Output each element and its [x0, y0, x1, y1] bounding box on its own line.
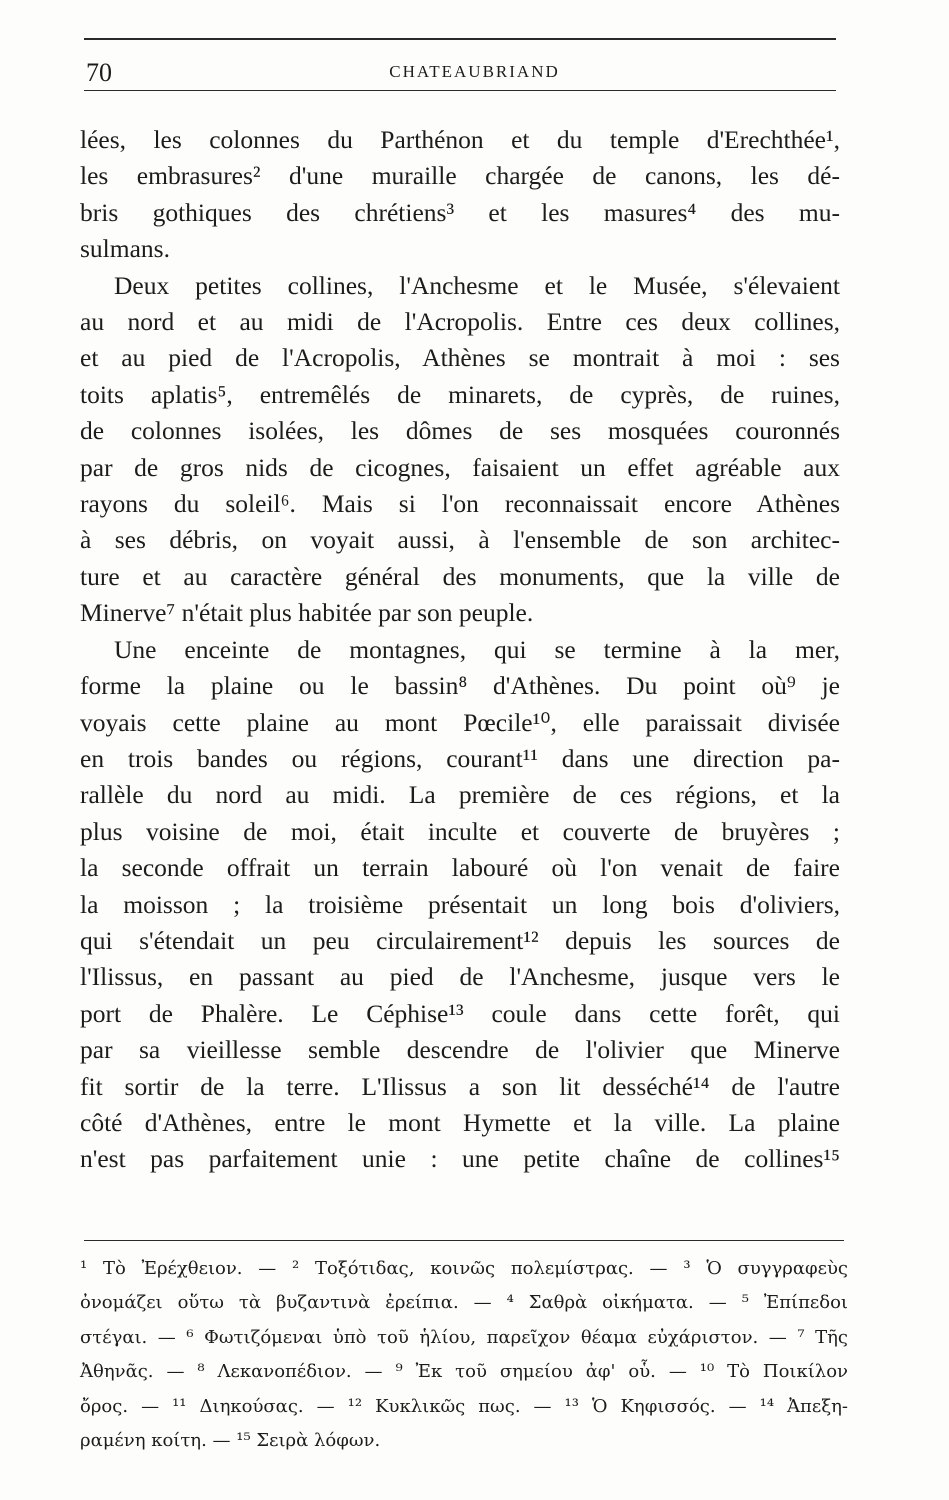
page-number: 70	[86, 58, 112, 87]
text-line: plus voisine de moi, était inculte et couverte de bruyères ;	[80, 816, 840, 846]
text-line: ture et au caractère général des monuments, que la ville de	[80, 561, 840, 591]
text-line: par sa vieillesse semble descendre de l'olivier que Minerve	[80, 1035, 840, 1065]
footnote-line: στέγαι. — ⁶ Φωτιζόμεναι ὑπὸ τοῦ ἡλίου, παρεῖχον θέαμα εὐχάριστον. — ⁷ Τῆς	[80, 1326, 848, 1348]
footnotes	[80, 1252, 848, 1458]
text-line: côté d'Athènes, entre le mont Hymette et la ville. La plaine	[80, 1107, 840, 1137]
text-line: n'est pas parfaitement unie : une petite chaîne de collines¹⁵	[80, 1144, 840, 1174]
text-line: rayons du soleil⁶. Mais si l'on reconnaissait encore Athènes	[80, 489, 840, 519]
footnote-line: Ἀθηνᾶς. — ⁸ Λεκανοπέδιον. — ⁹ Ἐκ τοῦ σημείου ἀφ' οὗ. — ¹⁰ Τὸ Ποικίλον	[80, 1361, 848, 1383]
text-line: les embrasures² d'une muraille chargée de canons, les dé-	[80, 161, 840, 191]
text-line: et au pied de l'Acropolis, Athènes se montrait à moi : ses	[80, 343, 840, 373]
text-line: l'Ilissus, en passant au pied de l'Anchesme, jusque vers le	[80, 962, 840, 992]
text-line: bris gothiques des chrétiens³ et les masures⁴ des mu-	[80, 197, 840, 227]
text-line: forme la plaine ou le bassin⁸ d'Athènes. Du point où⁹ je	[80, 671, 840, 701]
main-text	[80, 122, 840, 1178]
footnotes-rule	[84, 1240, 844, 1241]
text-line: sulmans.	[80, 234, 170, 264]
text-line: toits aplatis⁵, entremêlés de minarets, de cyprès, de ruines,	[80, 379, 840, 409]
header-top-rule	[84, 38, 836, 40]
text-line: rallèle du nord au midi. La première de ces régions, et la	[80, 780, 840, 810]
text-line: en trois bandes ou régions, courant¹¹ dans une direction pa-	[80, 743, 840, 773]
footnote-line: ¹ Τὸ Ἐρέχθειον. — ² Τοξότιδας, κοινῶς πολεμίστρας. — ³ Ὁ συγγραφεὺς	[80, 1258, 848, 1279]
header-bottom-rule	[84, 90, 836, 91]
text-line: lées, les colonnes du Parthénon et du temple d'Erechthée¹,	[80, 125, 840, 154]
footnote-line: ὀνομάζει οὕτω τὰ βυζαντινὰ ἐρείπια. — ⁴ Σαθρὰ οἰκήματα. — ⁵ Ἐπίπεδοι	[80, 1292, 848, 1314]
text-line: Deux petites collines, l'Anchesme et le Musée, s'élevaient	[114, 270, 840, 300]
text-line: voyais cette plaine au mont Pœcile¹⁰, elle paraissait divisée	[80, 707, 840, 737]
text-line: la seconde offrait un terrain labouré où l'on venait de faire	[80, 853, 840, 883]
text-line: au nord et au midi de l'Acropolis. Entre ces deux collines,	[80, 307, 840, 337]
text-line: à ses débris, on voyait aussi, à l'ensemble de son architec-	[80, 525, 840, 555]
text-line: de colonnes isolées, les dômes de ses mosquées couronnés	[80, 416, 840, 446]
text-line: Une enceinte de montagnes, qui se termine à la mer,	[114, 634, 840, 664]
text-line: port de Phalère. Le Céphise¹³ coule dans cette forêt, qui	[80, 998, 840, 1028]
text-line: fit sortir de la terre. L'Ilissus a son lit desséché¹⁴ de l'autre	[80, 1071, 840, 1101]
footnote-line: ὄρος. — ¹¹ Διηκούσας. — ¹² Κυκλικῶς πως. — ¹³ Ὁ Κηφισσός. — ¹⁴ Ἀπεξη-	[80, 1395, 848, 1417]
footnote-line: ραμένη κοίτη. — ¹⁵ Σειρὰ λόφων.	[80, 1430, 381, 1452]
text-line: Minerve⁷ n'était plus habitée par son peuple.	[80, 598, 534, 628]
text-line: qui s'étendait un peu circulairement¹² depuis les sources de	[80, 925, 840, 955]
text-line: la moisson ; la troisième présentait un long bois d'oliviers,	[80, 889, 840, 919]
text-line: par de gros nids de cicognes, faisaient un effet agréable aux	[80, 452, 840, 482]
running-title: CHATEAUBRIAND	[389, 62, 560, 81]
